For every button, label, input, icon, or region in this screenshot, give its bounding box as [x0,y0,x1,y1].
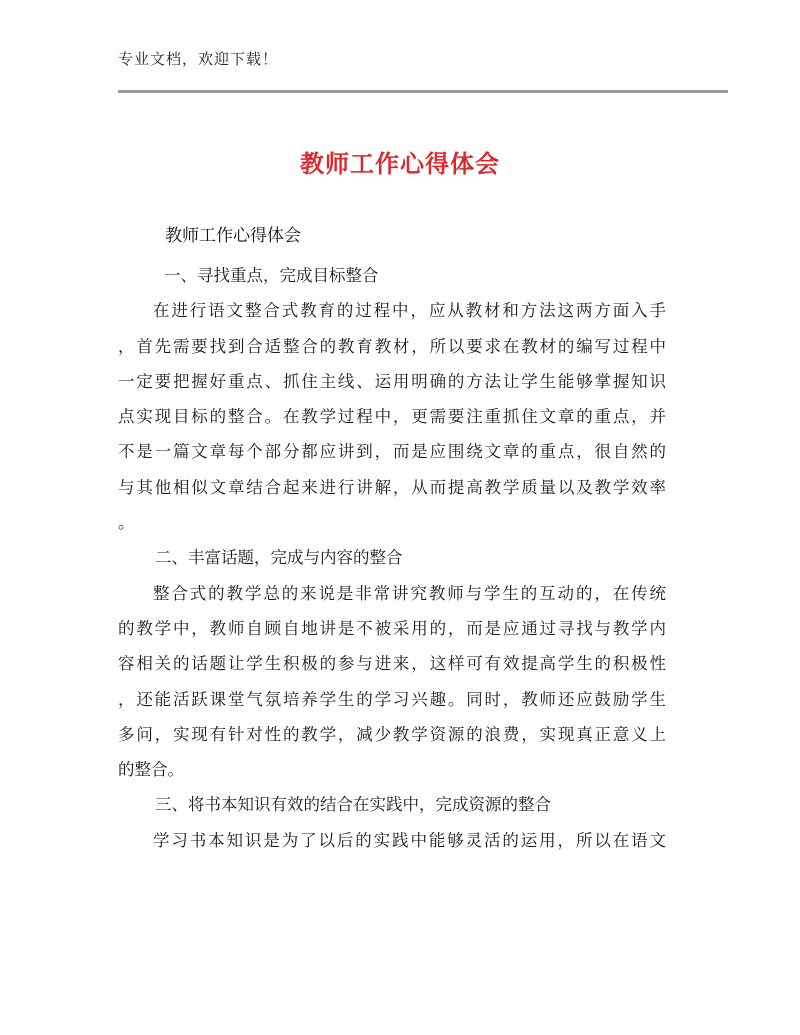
page-header-text: 专业文档，欢迎下载！ [118,50,279,68]
section-heading-2: 二、丰富话题，完成与内容的整合 [155,548,403,568]
paragraph-line: 与其他相似文章结合起来进行讲解，从而提高教学质量以及教学效率 [118,477,666,497]
document-title: 教师工作心得体会 [300,150,500,178]
section-heading-3: 三、将书本知识有效的结合在实践中，完成资源的整合 [155,795,551,815]
paragraph-line: 容相关的话题让学生积极的参与进来，这样可有效提高学生的积极性 [118,654,666,674]
paragraph-line: 一定要把握好重点、抓住主线、运用明确的方法让学生能够掌握知识 [118,371,666,391]
paragraph-line: ，首先需要找到合适整合的教育教材，所以要求在教材的编写过程中 [118,336,666,356]
paragraph-line: 。 [118,513,135,533]
paragraph-line: 不是一篇文章每个部分都应讲到，而是应围绕文章的重点，很自然的 [118,442,666,462]
section-heading-1: 一、寻找重点，完成目标整合 [164,266,379,285]
paragraph-line: 点实现目标的整合。在教学过程中，更需要注重抓住文章的重点，并 [118,407,666,427]
header-divider [118,90,728,93]
document-subtitle: 教师工作心得体会 [165,226,301,246]
paragraph-line: ，还能活跃课堂气氛培养学生的学习兴趣。同时，教师还应鼓励学生 [118,689,666,709]
paragraph-line: 多问，实现有针对性的教学，减少教学资源的浪费，实现真正意义上 [118,724,666,744]
paragraph-line: 的整合。 [118,760,184,780]
paragraph-line: 在进行语文整合式教育的过程中，应从教材和方法这两方面入手 [153,301,666,321]
paragraph-line: 学习书本知识是为了以后的实践中能够灵活的运用，所以在语文 [153,830,666,850]
paragraph-line: 整合式的教学总的来说是非常讲究教师与学生的互动的，在传统 [153,583,666,603]
document-body [118,258,666,858]
paragraph-line: 的教学中，教师自顾自地讲是不被采用的，而是应通过寻找与教学内 [118,618,666,638]
